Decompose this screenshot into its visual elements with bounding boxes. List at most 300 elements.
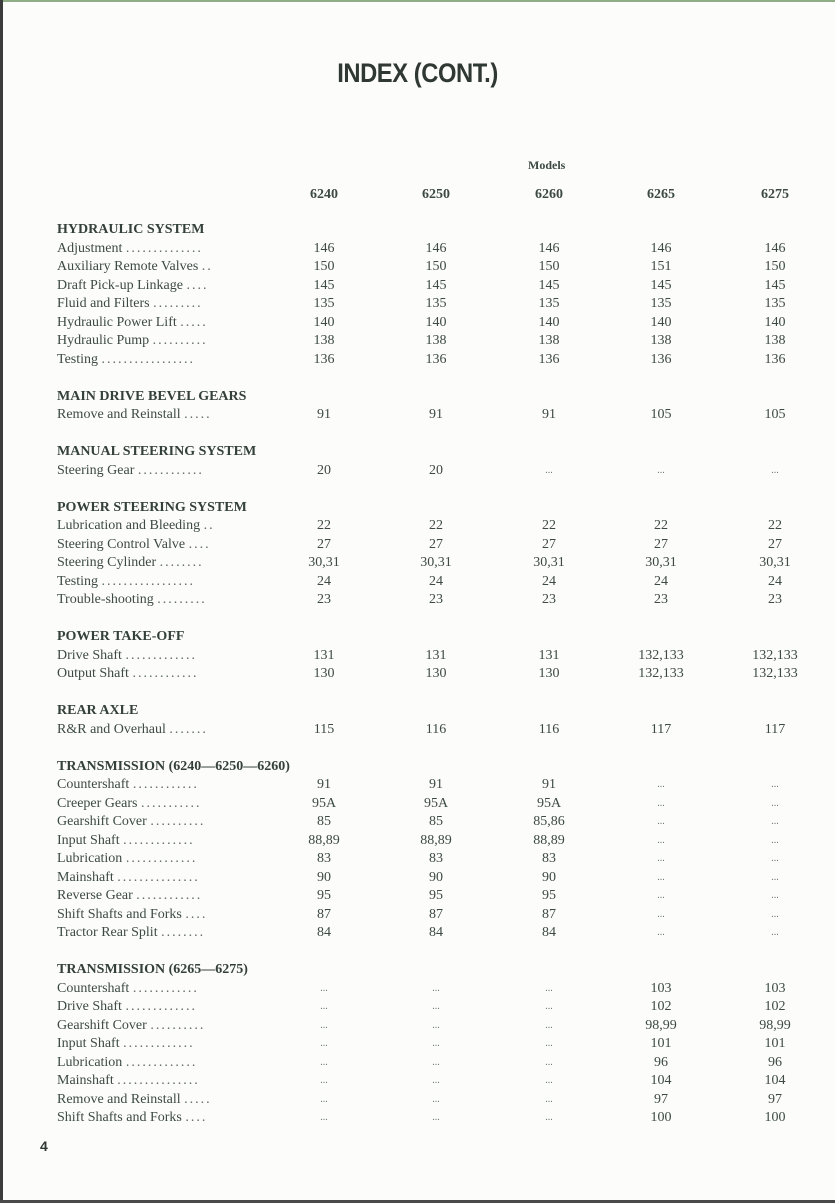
page-ref-6275: 117 — [764, 721, 786, 737]
row-label: Steering Gear — [57, 462, 135, 478]
page-ref-6275: 135 — [764, 296, 786, 311]
page-ref-6250: 23 — [429, 592, 443, 607]
dot-leader: ............ — [132, 980, 199, 996]
page-ref-6240: 115 — [313, 721, 335, 737]
page-ref-6265: 151 — [650, 259, 672, 274]
page-ref-6250: 30,31 — [420, 555, 452, 570]
row-label-container — [57, 1054, 257, 1073]
page-ref-6250: 22 — [429, 518, 443, 533]
index-row — [57, 258, 827, 277]
dot-leader: ............ — [132, 777, 199, 792]
row-label-container — [57, 1035, 257, 1054]
page-ref-6265: 132,133 — [638, 666, 684, 681]
row-label: Hydraulic Pump — [57, 333, 150, 348]
page-ref-6265: 105 — [650, 407, 672, 422]
index-row — [57, 314, 827, 333]
page-ref-6260: ... — [545, 982, 553, 994]
index-row — [57, 1054, 827, 1073]
page-ref-6275: 96 — [768, 1054, 782, 1070]
index-row — [57, 647, 827, 666]
row-label: Shift Shafts and Forks — [57, 906, 182, 922]
row-label-container — [57, 1109, 257, 1128]
page-ref-6260: 95 — [542, 888, 556, 903]
page-ref-6240: 138 — [313, 333, 335, 348]
page-ref-6265: 22 — [654, 518, 668, 533]
row-label: Shift Shafts and Forks — [57, 1110, 182, 1125]
page-ref-6275: 103 — [764, 980, 786, 996]
row-label-container — [57, 314, 257, 333]
row-label: Input Shaft — [57, 1036, 120, 1051]
row-label-container — [57, 980, 257, 999]
index-row — [57, 869, 827, 888]
page-ref-6275: 140 — [764, 314, 786, 330]
row-label: Steering Cylinder — [57, 555, 157, 570]
page-ref-6260: 116 — [538, 721, 560, 737]
dot-leader: ............. — [125, 647, 197, 663]
section-title: POWER STEERING SYSTEM — [57, 499, 247, 515]
row-label-container — [57, 832, 257, 851]
page-ref-6250: ... — [432, 1093, 440, 1105]
page-ref-6265: 98,99 — [645, 1017, 677, 1033]
page-ref-6250: ... — [432, 1019, 440, 1031]
page-ref-6250: 91 — [429, 407, 443, 422]
index-row — [57, 1072, 827, 1091]
row-label: Fluid and Filters — [57, 296, 150, 311]
section-title: MANUAL STEERING SYSTEM — [57, 444, 257, 459]
page-ref-6260: 140 — [538, 314, 560, 330]
row-label-container — [57, 1072, 257, 1091]
page-ref-6260: ... — [545, 1075, 553, 1086]
page-ref-6260: 90 — [542, 869, 556, 885]
index-row — [57, 795, 827, 814]
page-ref-6250: 20 — [429, 462, 443, 478]
page-ref-6275: 100 — [764, 1110, 786, 1125]
row-label: Remove and Reinstall — [57, 407, 181, 422]
section-title: TRANSMISSION (6240—6250—6260) — [57, 758, 290, 774]
row-label: Countershaft — [57, 980, 130, 996]
page-ref-6265: ... — [657, 816, 665, 827]
page-ref-6250: 88,89 — [420, 832, 452, 848]
dot-leader: .. — [203, 518, 215, 533]
page-ref-6265: 132,133 — [638, 647, 684, 663]
row-label-container — [57, 813, 257, 832]
row-label-container — [57, 647, 257, 666]
page-ref-6250: 95 — [429, 888, 443, 903]
page-ref-6240: ... — [320, 1038, 328, 1049]
index-row — [57, 406, 827, 425]
page-ref-6265: ... — [657, 834, 665, 846]
page-ref-6275: 24 — [768, 573, 782, 589]
row-label-container — [57, 462, 257, 481]
page-ref-6240: 30,31 — [308, 555, 340, 570]
row-label-container — [57, 554, 257, 573]
row-label: Auxiliary Remote Valves — [57, 259, 199, 274]
index-row — [57, 517, 827, 536]
page-ref-6240: 146 — [313, 240, 335, 256]
page-ref-6250: ... — [432, 1075, 440, 1086]
page-ref-6260: 146 — [538, 240, 560, 256]
page-ref-6250: ... — [432, 1001, 440, 1012]
page-ref-6250: 27 — [429, 536, 443, 552]
row-label-container — [57, 295, 257, 314]
page-ref-6265: 23 — [654, 592, 668, 607]
row-label-container — [57, 665, 257, 684]
page-ref-6240: ... — [320, 1112, 328, 1123]
index-section — [57, 443, 827, 480]
section-title: MAIN DRIVE BEVEL GEARS — [57, 388, 247, 404]
page-ref-6265: 30,31 — [645, 555, 677, 570]
index-row — [57, 1109, 827, 1128]
page-ref-6260: 91 — [542, 407, 556, 422]
row-label: Trouble-shooting — [57, 592, 154, 607]
dot-leader: ........... — [140, 795, 202, 811]
page-ref-6265: 103 — [650, 980, 672, 996]
page-ref-6260: 150 — [538, 259, 560, 274]
page-ref-6240: ... — [320, 1019, 328, 1031]
row-label-container — [57, 406, 257, 425]
index-section — [57, 221, 827, 369]
page-ref-6240: 131 — [313, 647, 335, 663]
index-section — [57, 702, 827, 739]
index-section — [57, 628, 827, 684]
dot-leader: ......... — [157, 592, 207, 607]
page-ref-6240: 95A — [311, 795, 337, 811]
page-ref-6250: 140 — [425, 314, 447, 330]
page-ref-6260: 83 — [542, 851, 556, 866]
page-ref-6260: 85,86 — [533, 814, 565, 829]
dot-leader: ................. — [101, 351, 196, 367]
index-row — [57, 462, 827, 481]
column-header-6240: 6240 — [310, 187, 338, 202]
page-ref-6265: 101 — [650, 1036, 672, 1051]
page-ref-6260: 138 — [538, 333, 560, 348]
page-ref-6275: 101 — [764, 1036, 786, 1051]
page-ref-6265: 136 — [650, 351, 672, 367]
page-ref-6240: 136 — [313, 351, 335, 367]
index-row — [57, 998, 827, 1017]
page-ref-6240: 91 — [317, 777, 331, 792]
row-label: Lubrication — [57, 1054, 123, 1070]
index-row — [57, 277, 827, 296]
row-label: Tractor Rear Split — [57, 925, 158, 940]
dot-leader: ........ — [159, 555, 204, 570]
page-ref-6240: 20 — [317, 462, 331, 478]
row-label-container — [57, 776, 257, 795]
page-ref-6260: 95A — [536, 795, 562, 811]
index-row — [57, 776, 827, 795]
page-ref-6265: 117 — [650, 721, 672, 737]
page-ref-6240: 91 — [317, 407, 331, 422]
page-ref-6250: 91 — [429, 777, 443, 792]
dot-leader: ............... — [117, 869, 200, 885]
row-label: Mainshaft — [57, 869, 114, 885]
dot-leader: ............ — [137, 462, 204, 478]
models-label: Models — [528, 158, 566, 172]
page-ref-6240: 23 — [317, 592, 331, 607]
page-ref-6275: 136 — [764, 351, 786, 367]
page-ref-6250: ... — [432, 982, 440, 994]
page-ref-6250: 150 — [425, 259, 447, 274]
row-label: R&R and Overhaul — [57, 721, 166, 737]
page-ref-6250: 85 — [429, 814, 443, 829]
row-label: Mainshaft — [57, 1073, 114, 1088]
index-row — [57, 813, 827, 832]
dot-leader: ............ — [136, 888, 203, 903]
dot-leader: ............. — [123, 1036, 195, 1051]
page-ref-6240: ... — [320, 1075, 328, 1086]
section-title: TRANSMISSION (6265—6275) — [57, 962, 248, 977]
dot-leader: .............. — [125, 240, 203, 256]
page-ref-6265: 104 — [650, 1073, 672, 1088]
page-ref-6260: ... — [545, 464, 553, 476]
page-ref-6240: 90 — [317, 869, 331, 885]
page-ref-6275: ... — [771, 464, 779, 476]
section-title: HYDRAULIC SYSTEM — [57, 222, 205, 237]
page-ref-6265: 145 — [650, 277, 672, 293]
row-label-container — [57, 998, 257, 1017]
dot-leader: .. — [201, 259, 213, 274]
page-ref-6260: 84 — [542, 925, 556, 940]
page-ref-6240: 85 — [317, 814, 331, 829]
page-ref-6250: 116 — [425, 721, 447, 737]
row-label: Draft Pick-up Linkage — [57, 277, 183, 293]
index-row — [57, 924, 827, 943]
page-ref-6240: ... — [320, 1093, 328, 1105]
page-ref-6265: ... — [657, 908, 665, 920]
page-ref-6240: 27 — [317, 536, 331, 552]
page-edge-top — [0, 0, 835, 2]
section-title: POWER TAKE-OFF — [57, 629, 185, 644]
page-ref-6260: ... — [545, 1038, 553, 1049]
row-label-container — [57, 591, 257, 610]
index-row — [57, 665, 827, 684]
page-ref-6275: 146 — [764, 240, 786, 256]
page-ref-6265: ... — [657, 927, 665, 938]
row-label: Lubrication and Bleeding — [57, 518, 201, 533]
row-label: Hydraulic Power Lift — [57, 314, 177, 330]
page-ref-6265: ... — [657, 797, 665, 809]
index-row — [57, 591, 827, 610]
page-ref-6260: ... — [545, 1112, 553, 1123]
page-ref-6265: 146 — [650, 240, 672, 256]
page-ref-6275: 150 — [764, 259, 786, 274]
page-ref-6240: 135 — [313, 296, 335, 311]
page-ref-6250: 87 — [429, 906, 443, 922]
index-section — [57, 758, 827, 943]
dot-leader: .... — [185, 906, 208, 922]
page-ref-6240: ... — [320, 1056, 328, 1068]
column-header-6265: 6265 — [647, 187, 675, 202]
page-ref-6250: 146 — [425, 240, 447, 256]
page-ref-6250: 90 — [429, 869, 443, 885]
page-ref-6240: 150 — [313, 259, 335, 274]
page-ref-6275: ... — [771, 797, 779, 809]
dot-leader: ..... — [184, 1091, 212, 1107]
page-ref-6265: 135 — [650, 296, 672, 311]
row-label-container — [57, 887, 257, 906]
row-label: Output Shaft — [57, 666, 129, 681]
index-row — [57, 721, 827, 740]
page-ref-6275: ... — [771, 871, 779, 883]
index-row — [57, 850, 827, 869]
page-ref-6250: 135 — [425, 296, 447, 311]
section-title: REAR AXLE — [57, 703, 139, 718]
page-ref-6275: 105 — [764, 407, 786, 422]
page-ref-6260: 87 — [542, 906, 556, 922]
page-ref-6250: 145 — [425, 277, 447, 293]
page-ref-6240: 22 — [317, 518, 331, 533]
page-ref-6260: 27 — [542, 536, 556, 552]
index-row — [57, 1017, 827, 1036]
index-row — [57, 573, 827, 592]
page-ref-6240: 84 — [317, 925, 331, 940]
dot-leader: ............. — [125, 851, 198, 866]
page-ref-6250: ... — [432, 1038, 440, 1049]
column-headers — [0, 187, 835, 205]
dot-leader: ............ — [132, 666, 199, 681]
page-ref-6260: 23 — [542, 592, 556, 607]
page-ref-6240: 145 — [313, 277, 335, 293]
page-ref-6275: 98,99 — [759, 1017, 791, 1033]
page-ref-6240: 95 — [317, 888, 331, 903]
page-ref-6260: 22 — [542, 518, 556, 533]
dot-leader: .... — [186, 277, 209, 293]
row-label: Drive Shaft — [57, 647, 122, 663]
dot-leader: ............. — [125, 1054, 198, 1070]
dot-leader: ............... — [117, 1073, 200, 1088]
dot-leader: .......... — [152, 333, 208, 348]
page-ref-6275: ... — [771, 890, 779, 901]
page-ref-6250: 24 — [429, 573, 443, 589]
index-row — [57, 351, 827, 370]
page-ref-6250: 130 — [425, 666, 447, 681]
page-ref-6275: 132,133 — [752, 666, 798, 681]
page-ref-6265: ... — [657, 464, 665, 476]
index-section — [57, 388, 827, 425]
page-ref-6265: 27 — [654, 536, 668, 552]
page-ref-6275: 97 — [768, 1091, 782, 1107]
page-ref-6275: 22 — [768, 518, 782, 533]
row-label: Remove and Reinstall — [57, 1091, 181, 1107]
page-ref-6260: 24 — [542, 573, 556, 589]
page-ref-6275: ... — [771, 908, 779, 920]
index-row — [57, 295, 827, 314]
page-ref-6240: 130 — [313, 666, 335, 681]
page-ref-6275: 102 — [764, 999, 786, 1014]
row-label: Input Shaft — [57, 832, 120, 848]
page-ref-6265: 24 — [654, 573, 668, 589]
index-row — [57, 832, 827, 851]
page-ref-6240: 83 — [317, 851, 331, 866]
page-ref-6265: ... — [657, 890, 665, 901]
row-label: Steering Control Valve — [57, 536, 186, 552]
page-ref-6240: ... — [320, 1001, 328, 1012]
dot-leader: ........ — [161, 925, 206, 940]
row-label-container — [57, 906, 257, 925]
row-label-container — [57, 721, 257, 740]
page-ref-6275: ... — [771, 853, 779, 864]
page-ref-6275: 132,133 — [752, 647, 798, 663]
page-ref-6240: ... — [320, 982, 328, 994]
page-ref-6275: ... — [771, 779, 779, 790]
row-label-container — [57, 536, 257, 555]
column-header-6260: 6260 — [535, 187, 563, 202]
row-label: Gearshift Cover — [57, 1017, 147, 1033]
dot-leader: .......... — [150, 814, 206, 829]
page-ref-6250: ... — [432, 1112, 440, 1123]
row-label-container — [57, 277, 257, 296]
page-ref-6275: ... — [771, 834, 779, 846]
page-ref-6265: ... — [657, 779, 665, 790]
row-label: Adjustment — [57, 240, 123, 256]
page-ref-6275: 30,31 — [759, 555, 791, 570]
index-row — [57, 1035, 827, 1054]
page-ref-6240: 88,89 — [308, 832, 340, 848]
dot-leader: ............. — [125, 999, 197, 1014]
index-row — [57, 906, 827, 925]
page-ref-6265: 96 — [654, 1054, 668, 1070]
page-ref-6240: 24 — [317, 573, 331, 589]
page-ref-6265: ... — [657, 871, 665, 883]
page-title: INDEX (CONT.) — [337, 58, 498, 88]
page-ref-6260: ... — [545, 1093, 553, 1105]
page-ref-6275: 104 — [764, 1073, 786, 1088]
index-row — [57, 240, 827, 259]
row-label-container — [57, 924, 257, 943]
index-row — [57, 554, 827, 573]
page-ref-6275: 23 — [768, 592, 782, 607]
row-label: Countershaft — [57, 777, 130, 792]
row-label: Reverse Gear — [57, 888, 133, 903]
row-label-container — [57, 517, 257, 536]
row-label: Testing — [57, 351, 99, 367]
row-label-container — [57, 332, 257, 351]
dot-leader: ..... — [180, 314, 208, 330]
page-ref-6260: 131 — [538, 647, 560, 663]
row-label-container — [57, 1017, 257, 1036]
page-ref-6275: 138 — [764, 333, 786, 348]
column-header-6275: 6275 — [761, 187, 789, 202]
row-label-container — [57, 1091, 257, 1110]
row-label: Creeper Gears — [57, 795, 138, 811]
page-ref-6265: 138 — [650, 333, 672, 348]
row-label-container — [57, 850, 257, 869]
page-ref-6265: 100 — [650, 1110, 672, 1125]
page-edge-left — [0, 0, 3, 1203]
row-label-container — [57, 240, 257, 259]
row-label-container — [57, 258, 257, 277]
page-ref-6250: 131 — [425, 647, 447, 663]
page-ref-6250: 84 — [429, 925, 443, 940]
page-ref-6260: ... — [545, 1001, 553, 1012]
index-section — [57, 961, 827, 1128]
index-row — [57, 887, 827, 906]
page-ref-6260: 145 — [538, 277, 560, 293]
page-ref-6260: 135 — [538, 296, 560, 311]
page-ref-6275: ... — [771, 927, 779, 938]
page-ref-6265: 102 — [650, 999, 672, 1014]
page-ref-6260: 30,31 — [533, 555, 565, 570]
dot-leader: ............. — [123, 832, 195, 848]
page-ref-6260: 88,89 — [533, 832, 565, 848]
index-row — [57, 980, 827, 999]
index-table — [57, 221, 827, 1146]
dot-leader: ................. — [101, 573, 196, 589]
page-ref-6260: ... — [545, 1019, 553, 1031]
index-row — [57, 332, 827, 351]
column-header-6250: 6250 — [422, 187, 450, 202]
row-label-container — [57, 351, 257, 370]
